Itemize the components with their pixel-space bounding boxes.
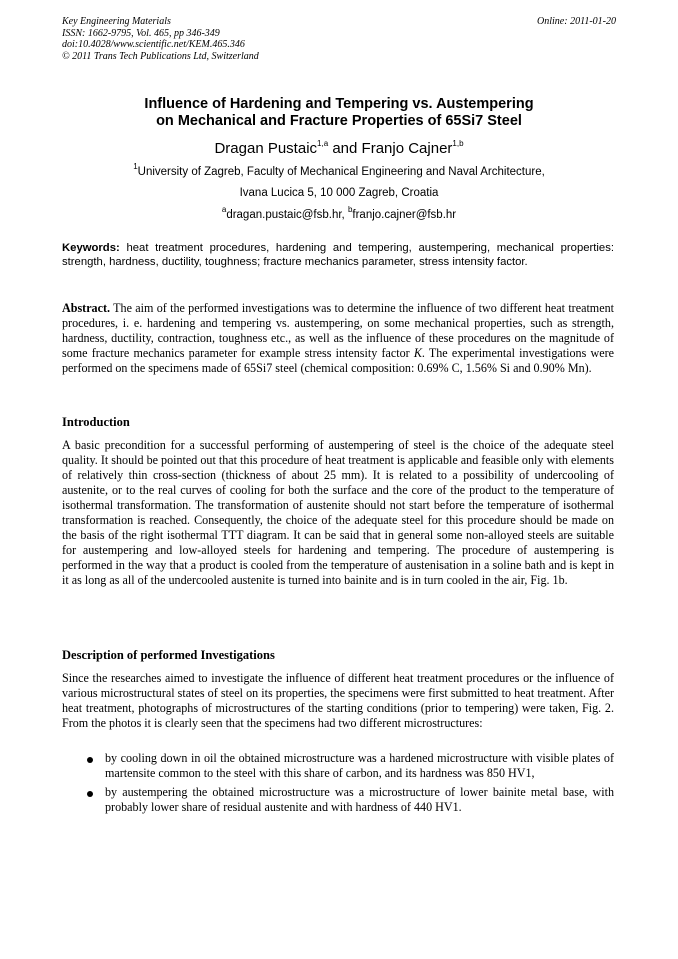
abstract-label: Abstract. [62, 301, 111, 315]
abstract-text-1: The aim of the performed investigations was to determine the influence of two different heat treatment procedures, i. e. hardening and tempering vs. austempering, on some mechanical properties, such as strength, hardness, ductility, contraction, toughness etc., as well as the influence of these procedures on the magnitude of some fracture mechanics parameter for example stress intensity factor [62, 301, 614, 360]
journal-header [62, 16, 616, 62]
email-line [62, 205, 616, 222]
abstract-block [62, 301, 614, 376]
author-list [62, 140, 616, 158]
keywords-text: heat treatment procedures, hardening and tempering, austempering, mechanical properties: strength, hardness, ductility, toughness; fracture mechanics parameter, stress intensity factor. [62, 242, 614, 268]
title-line-2: on Mechanical and Fracture Properties of 65Si7 Steel [156, 113, 522, 129]
author-1: Dragan Pustaic [214, 140, 318, 157]
email-b: franjo.cajner@fsb.hr [352, 209, 457, 221]
email-b-sup: b [347, 205, 353, 215]
paper-title [62, 96, 616, 130]
description-heading: Description of performed Investigations [62, 648, 275, 662]
affiliation-line-1 [62, 162, 616, 179]
introduction-heading: Introduction [62, 415, 130, 429]
affiliation-line-2: Ivana Lucica 5, 10 000 Zagreb, Croatia [239, 187, 439, 199]
email-a: dragan.pustaic@fsb.hr, [226, 209, 348, 221]
author-1-sup: 1,a [317, 139, 329, 148]
description-text: Since the researches aimed to investigate the influence of different heat treatment procedures or the influence of various microstructural states of steel on its properties, the specimens were first submitted to heat treatment. After heat treatment, photographs of microstructures of the starting conditions (prior to tempering) were taken, Fig. 2. From the photos it is clearly seen that the specimens had two different microstructures: [62, 671, 614, 730]
list-item-text: by austempering the obtained microstructure was a microstructure of lower bainite metal base, with probably lower share of residual austenite and with hardness of 440 HV1. [105, 785, 614, 814]
abstract-k-symbol: K [413, 346, 422, 360]
introduction-text: A basic precondition for a successful performing of austempering of steel is the choice of the adequate steel quality. It should be pointed out that this procedure of heat treatment is applicable and feasible only with elements of relatively thin cross-section (thickness of about 25 mm). It is related to a possibility of undercooling of austenite, or to the real curves of cooling for both the surface and the core of the product to the temperature of isothermal transformation. The transformation of austenite should not start before the temperature of isothermal transformation is reached. Consequently, the choice of the adequate steel for this procedure should be made on the basis of the right isothermal TTT diagram. It can be said that in general some non-alloyed steels are suitable for austempering and low-alloyed steels for hardening and tempering. The procedure of austempering is performed in the way that a product is cooled from the temperature of austenisation in a soline bath and is kept in it as long as all of the undercooled austenite is turned into bainite and is in turn cooled in the air, Fig. 1b. [62, 438, 614, 587]
issn-line: ISSN: 1662-9795, Vol. 465, pp 346-349 [62, 27, 220, 39]
affiliation-sup: 1 [133, 162, 138, 172]
doi-line: doi:10.4028/www.scientific.net/KEM.465.346 [62, 39, 245, 50]
email-a-sup: a [221, 205, 227, 215]
bullet-icon [87, 791, 93, 797]
keywords-block [62, 241, 614, 269]
copyright-line: © 2011 Trans Tech Publications Ltd, Switzerland [62, 50, 259, 62]
affiliation-text-1: University of Zagreb, Faculty of Mechanical Engineering and Naval Architecture, [137, 166, 545, 178]
author-and: and [328, 140, 362, 157]
author-2: Franjo Cajner [361, 140, 453, 157]
abstract-text-2: . The experimental investigations were performed on the specimens made of 65Si7 steel (chemical composition: 0.69% C, 1.56% Si and 0.90% Mn). [62, 346, 614, 375]
online-date: Online: 2011-01-20 [537, 16, 616, 27]
journal-name: Key Engineering Materials [62, 16, 171, 27]
author-2-sup: 1,b [452, 139, 464, 148]
list-item-text: by cooling down in oil the obtained microstructure was a hardened microstructure with visible plates of martensite common to the steel with this share of carbon, and its hardness was 850 HV1, [105, 751, 614, 780]
bullet-icon [87, 757, 93, 763]
list-item [62, 751, 614, 781]
title-line-1: Influence of Hardening and Tempering vs. Austempering [144, 96, 534, 112]
list-item [62, 785, 614, 815]
microstructure-list [62, 751, 614, 819]
keywords-label: Keywords: [62, 242, 120, 254]
